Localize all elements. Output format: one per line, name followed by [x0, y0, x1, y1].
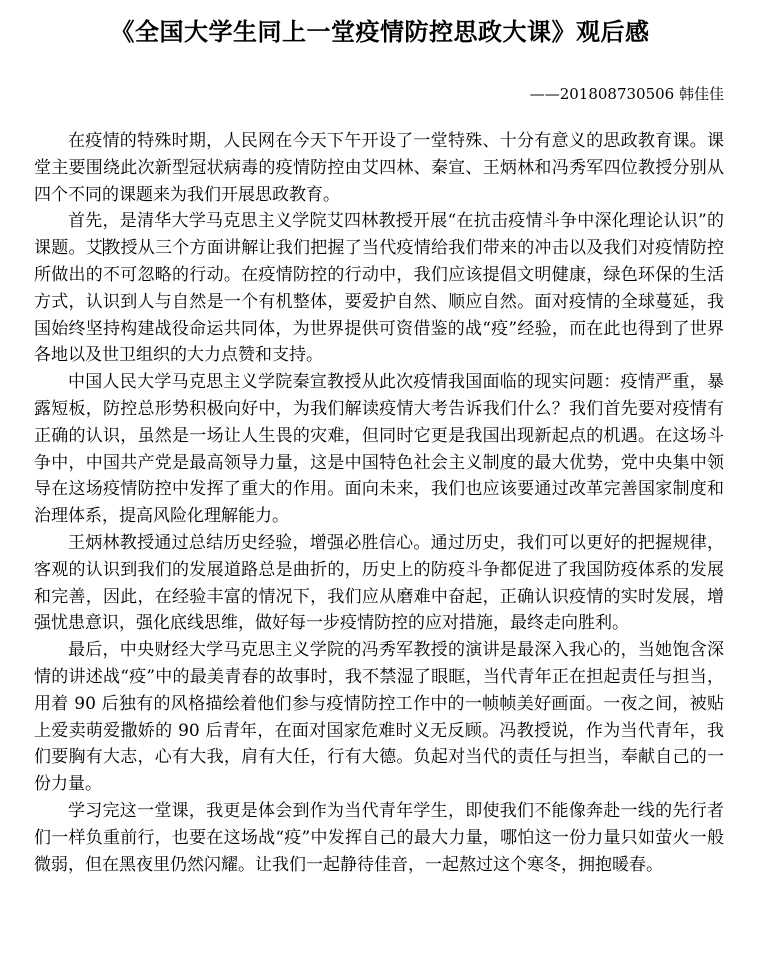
- paragraph-text: 教授从三个方面讲解让我们把握了当代疫情给我们带来的冲击以及我们对疫情防控所做出的不可忽略的行动。在疫情防控的行动中，我们应该提倡文明健康，绿色环保的生活方式，认识到人与自然是一个有机整体，要爱护自然、顺应自然。面对疫情的全球蔓延，我国始终坚持构建战役命运共同体，为世界提供可资借鉴的战“疫”经验，而在此也得到了世界各地以及世卫组织的大力点赞和支持。: [34, 238, 724, 366]
- paragraph-qin-xuan: 中国人民大学马克思主义学院秦宣教授从此次疫情我国面临的现实问题：疫情严重，暴露短板，防控总形势积极向好中，为我们解读疫情大考告诉我们什么？我们首先要对疫情有正确的认识，虽然是一场让人生畏的灾难，但同时它更是我国出现新起点的机遇。在这场斗争中，中国共产党是最高领导力量，这是中国特色社会主义制度的最大优势，党中央集中领导在这场疫情防控中发挥了重大的作用。面向未来，我们也应该要通过改革完善国家制度和治理体系，提高风险化理解能力。: [34, 372, 724, 527]
- paragraph-intro: 在疫情的特殊时期，人民网在今天下午开设了一堂特殊、十分有意义的思政教育课。课堂主要围绕此次新型冠状病毒的疫情防控由艾四林、秦宣、王炳林和冯秀军四位教授分别从四个不同的课题来为我们开展思政教育。: [34, 131, 724, 205]
- document-body: [34, 128, 724, 878]
- paragraph-conclusion: 学习完这一堂课，我更是体会到作为当代青年学生，即使我们不能像奔赴一线的先行者们一样负重前行，也要在这场战“疫”中发挥自己的最大力量，哪怕这一份力量只如萤火一般微弱，但在黑夜里仍然闪耀。让我们一起静待佳音，一起熬过这个寒冬，拥抱暖春。: [34, 800, 724, 875]
- document-title: 《全国大学生同上一堂疫情防控思政大课》观后感: [110, 18, 650, 46]
- paragraph-text: 首先，是清华大学马克思主义学院艾四林教授开展“在抗击疫情斗争中深化理论认识”的课题。艾: [34, 211, 724, 259]
- paragraph-ai-silin: [34, 208, 724, 369]
- paragraph-feng-xiujun: 最后，中央财经大学马克思主义学院的冯秀军教授的演讲是最深入我心的，当她饱含深情的讲述战“疫”中的最美青春的故事时，我不禁湿了眼眶，当代青年正在担起责任与担当，用着 90 后独有的风格描绘着他们参与疫情防控工作中的一帧帧美好画面。一夜之间，被贴上爱卖萌爱撒娇的 90 后青年，在面对国家危难时义无反顾。冯教授说，作为当代青年，我们要胸有大志，心有大我，肩有大任，行有大德。负起对当代的责任与担当，奉献自己的一份力量。: [34, 640, 724, 795]
- paragraph-wang-binglin: 王炳林教授通过总结历史经验，增强必胜信心。通过历史，我们可以更好的把握规律，客观的认识到我们的发展道路总是曲折的，历史上的防疫斗争都促进了我国防疫体系的发展和完善，因此，在经验丰富的情况下，我们应从磨难中奋起，正确认识疫情的实时发展，增强忧患意识，强化底线思维，做好每一步疫情防控的应对措施，最终走向胜利。: [34, 532, 724, 634]
- author-line: ——201808730506 韩佳佳: [529, 85, 724, 103]
